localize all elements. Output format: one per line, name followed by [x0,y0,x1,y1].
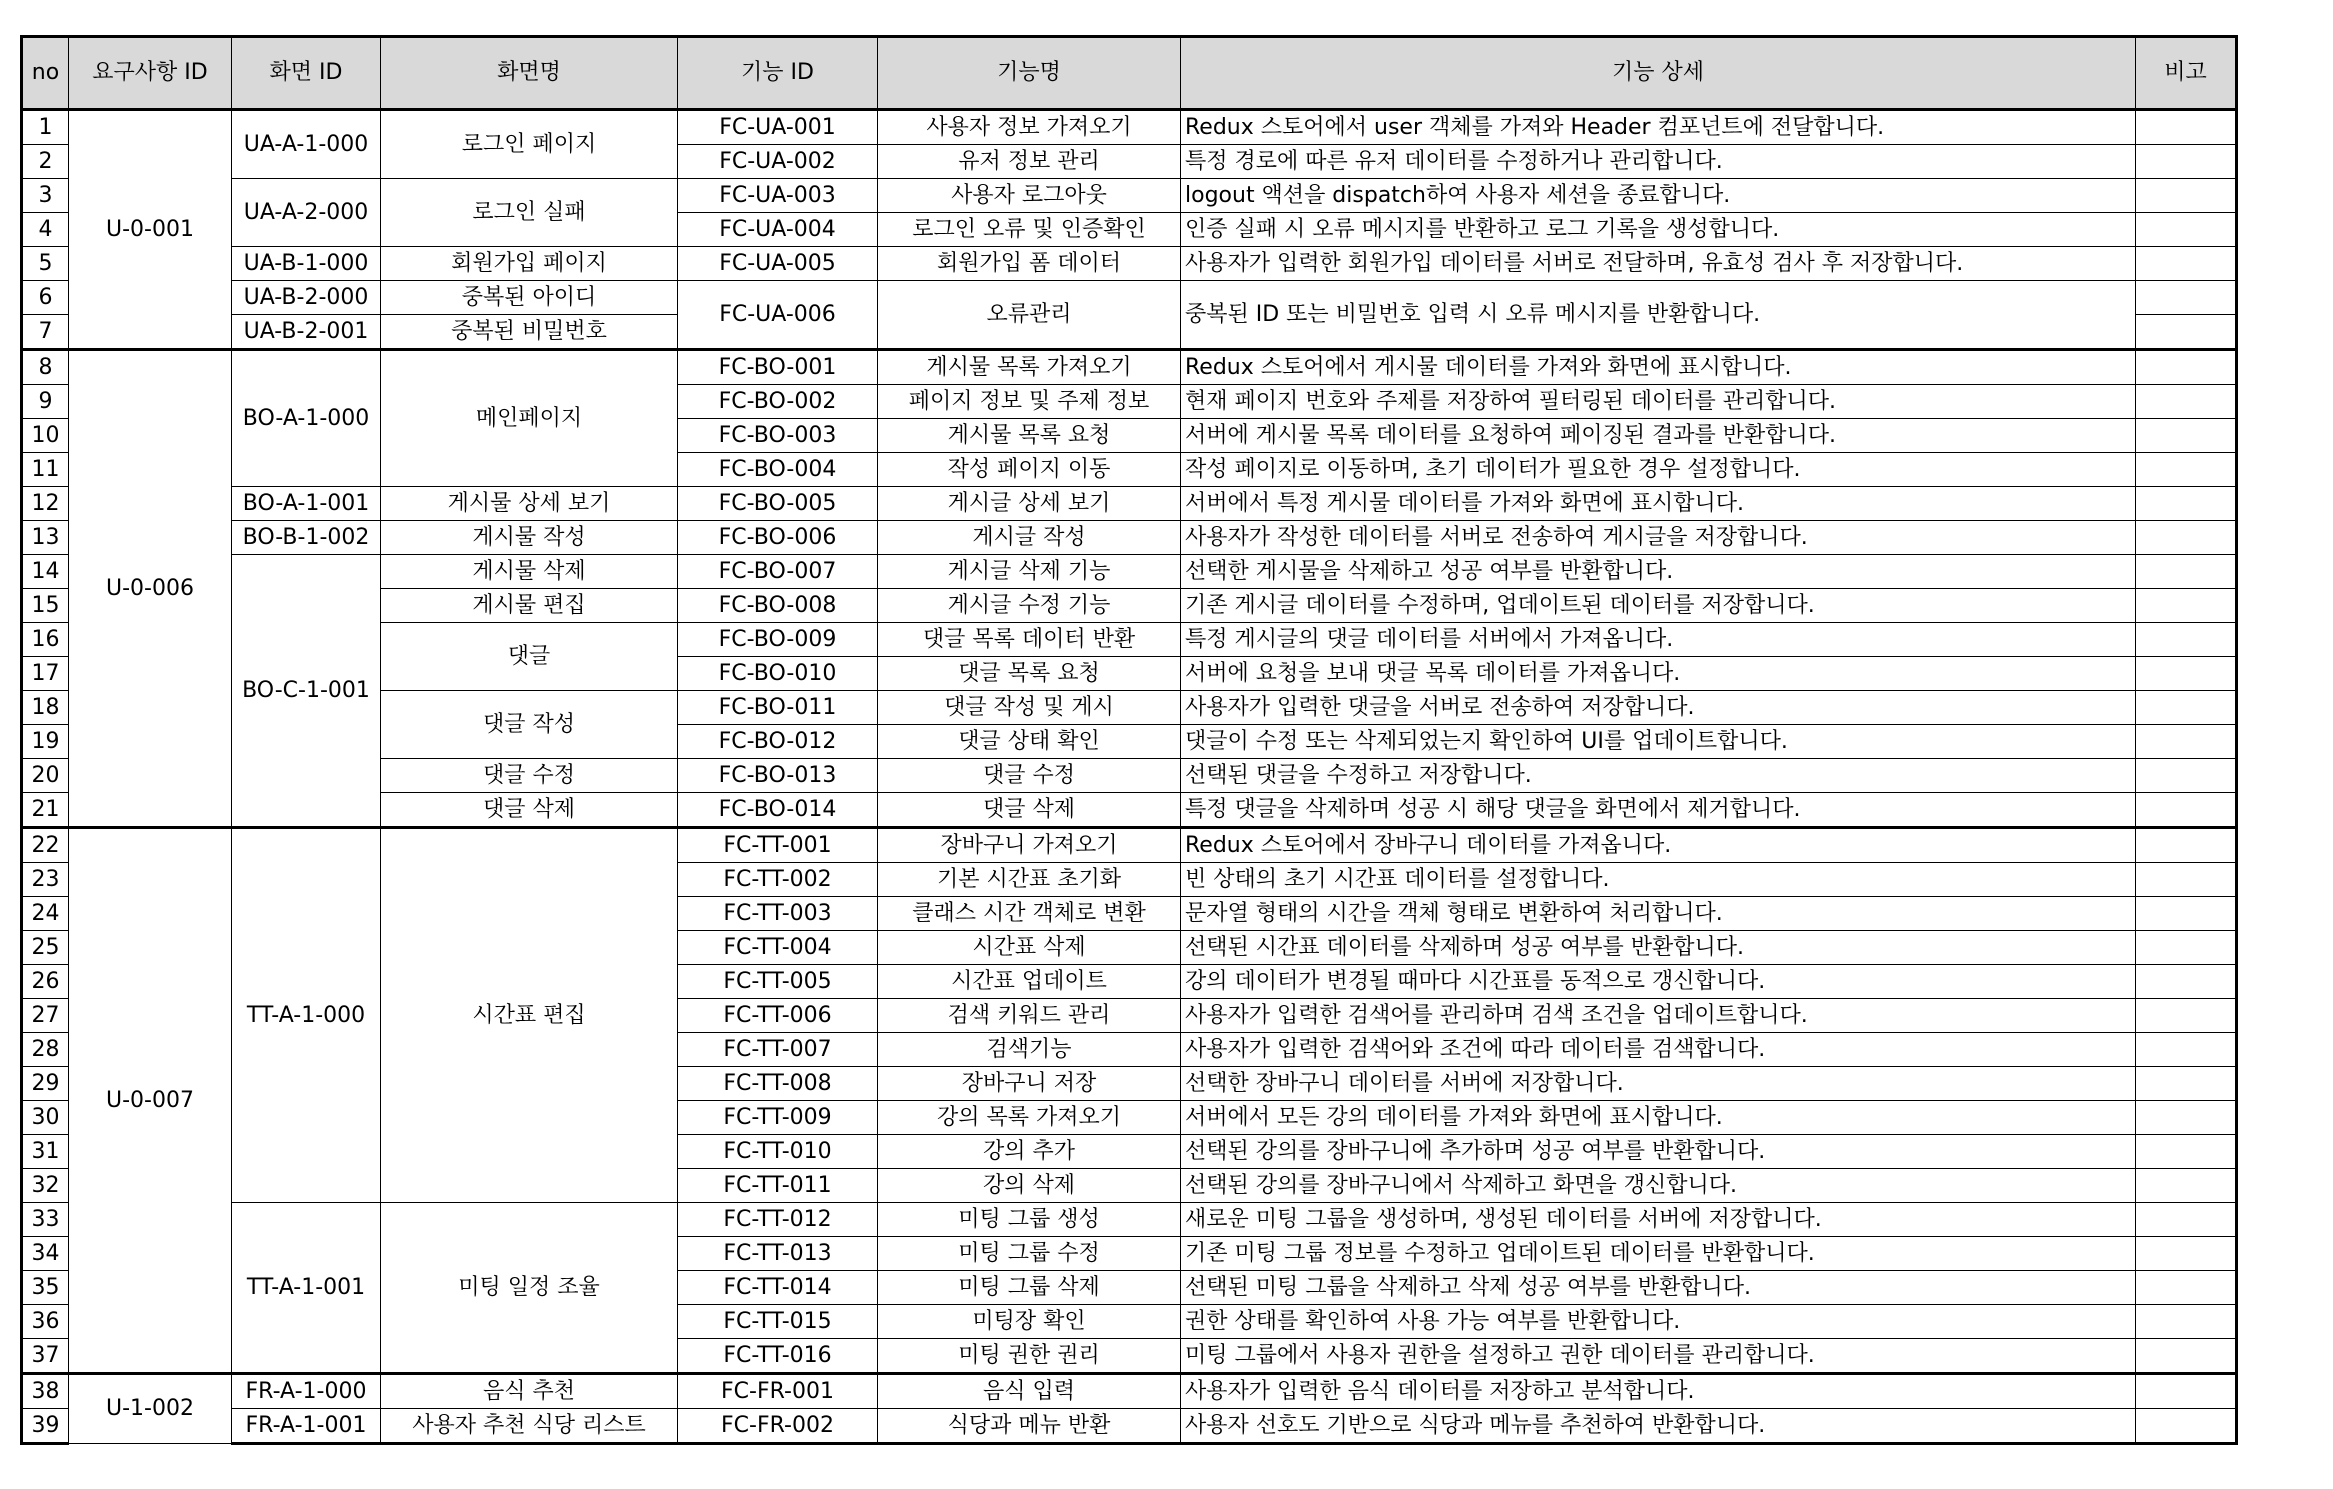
note-cell [2136,1135,2237,1169]
function-name: 음식 입력 [878,1374,1181,1409]
function-name: 미팅장 확인 [878,1305,1181,1339]
row-number: 13 [22,521,69,555]
function-detail: 서버에서 특정 게시물 데이터를 가져와 화면에 표시합니다. [1181,487,2136,521]
note-cell [2136,110,2237,145]
function-id: FC-BO-002 [678,385,878,419]
function-id: FC-UA-002 [678,145,878,179]
function-detail: 문자열 형태의 시간을 객체 형태로 변환하여 처리합니다. [1181,897,2136,931]
function-detail: 선택한 장바구니 데이터를 서버에 저장합니다. [1181,1067,2136,1101]
note-cell [2136,623,2237,657]
screen-id: BO-B-1-002 [232,521,381,555]
row-number: 8 [22,350,69,385]
row-number: 22 [22,828,69,863]
row-number: 31 [22,1135,69,1169]
function-name: 게시물 목록 요청 [878,419,1181,453]
function-name: 클래스 시간 객체로 변환 [878,897,1181,931]
note-cell [2136,793,2237,828]
row-number: 20 [22,759,69,793]
screen-name: 댓글 작성 [381,691,678,759]
screen-name: 게시물 편집 [381,589,678,623]
spec-sheet [20,35,2235,1465]
row-number: 25 [22,931,69,965]
function-id: FC-TT-012 [678,1203,878,1237]
function-name: 댓글 작성 및 게시 [878,691,1181,725]
function-id: FC-BO-014 [678,793,878,828]
function-detail: 사용자가 입력한 댓글을 서버로 전송하여 저장합니다. [1181,691,2136,725]
function-detail: logout 액션을 dispatch하여 사용자 세션을 종료합니다. [1181,179,2136,213]
note-cell [2136,1169,2237,1203]
function-name: 게시글 작성 [878,521,1181,555]
note-cell [2136,521,2237,555]
note-cell [2136,863,2237,897]
function-name: 미팅 그룹 수정 [878,1237,1181,1271]
requirement-id: U-0-006 [69,350,232,828]
header-note: 비고 [2136,37,2237,110]
screen-name: 댓글 [381,623,678,691]
screen-name: 시간표 편집 [381,828,678,1203]
screen-id: TT-A-1-001 [232,1203,381,1374]
function-id: FC-TT-003 [678,897,878,931]
row-number: 10 [22,419,69,453]
row-number: 34 [22,1237,69,1271]
note-cell [2136,999,2237,1033]
function-name: 게시글 수정 기능 [878,589,1181,623]
table-row [22,247,2237,281]
note-cell [2136,589,2237,623]
function-detail: 서버에서 모든 강의 데이터를 가져와 화면에 표시합니다. [1181,1101,2136,1135]
function-detail: 새로운 미팅 그룹을 생성하며, 생성된 데이터를 서버에 저장합니다. [1181,1203,2136,1237]
function-detail: 서버에 게시물 목록 데이터를 요청하여 페이징된 결과를 반환합니다. [1181,419,2136,453]
function-detail: 인증 실패 시 오류 메시지를 반환하고 로그 기록을 생성합니다. [1181,213,2136,247]
function-name: 댓글 목록 요청 [878,657,1181,691]
function-id: FC-UA-004 [678,213,878,247]
function-detail: 사용자가 작성한 데이터를 서버로 전송하여 게시글을 저장합니다. [1181,521,2136,555]
function-id: FC-TT-006 [678,999,878,1033]
function-detail: 특정 경로에 따른 유저 데이터를 수정하거나 관리합니다. [1181,145,2136,179]
screen-id: TT-A-1-000 [232,828,381,1203]
header-requirement-id: 요구사항 ID [69,37,232,110]
screen-name: 게시물 상세 보기 [381,487,678,521]
note-cell [2136,897,2237,931]
row-number: 1 [22,110,69,145]
function-detail: 선택된 강의를 장바구니에서 삭제하고 화면을 갱신합니다. [1181,1169,2136,1203]
function-id: FC-FR-001 [678,1374,878,1409]
row-number: 38 [22,1374,69,1409]
note-cell [2136,828,2237,863]
function-id: FC-BO-007 [678,555,878,589]
function-name: 장바구니 저장 [878,1067,1181,1101]
note-cell [2136,725,2237,759]
function-detail: 미팅 그룹에서 사용자 권한을 설정하고 권한 데이터를 관리합니다. [1181,1339,2136,1374]
function-detail: 서버에 요청을 보내 댓글 목록 데이터를 가져옵니다. [1181,657,2136,691]
note-cell [2136,453,2237,487]
function-name: 게시글 상세 보기 [878,487,1181,521]
function-id: FC-BO-003 [678,419,878,453]
note-cell [2136,1033,2237,1067]
screen-name: 중복된 비밀번호 [381,315,678,350]
row-number: 5 [22,247,69,281]
function-id: FC-BO-001 [678,350,878,385]
function-name: 회원가입 폼 데이터 [878,247,1181,281]
function-id: FC-FR-002 [678,1409,878,1444]
function-name: 식당과 메뉴 반환 [878,1409,1181,1444]
function-name: 강의 추가 [878,1135,1181,1169]
note-cell [2136,555,2237,589]
note-cell [2136,1067,2237,1101]
function-detail: 강의 데이터가 변경될 때마다 시간표를 동적으로 갱신합니다. [1181,965,2136,999]
function-id: FC-TT-002 [678,863,878,897]
function-id: FC-BO-013 [678,759,878,793]
function-id: FC-BO-004 [678,453,878,487]
table-row [22,487,2237,521]
function-name: 미팅 권한 권리 [878,1339,1181,1374]
function-id: FC-BO-006 [678,521,878,555]
note-cell [2136,487,2237,521]
function-name: 댓글 상태 확인 [878,725,1181,759]
function-id: FC-BO-010 [678,657,878,691]
note-cell [2136,213,2237,247]
function-id: FC-TT-016 [678,1339,878,1374]
note-cell [2136,1101,2237,1135]
note-cell [2136,1237,2237,1271]
screen-id: UA-A-1-000 [232,110,381,179]
row-number: 24 [22,897,69,931]
function-detail: Redux 스토어에서 게시물 데이터를 가져와 화면에 표시합니다. [1181,350,2136,385]
row-number: 36 [22,1305,69,1339]
screen-id: FR-A-1-000 [232,1374,381,1409]
function-id: FC-TT-005 [678,965,878,999]
function-id: FC-BO-012 [678,725,878,759]
note-cell [2136,691,2237,725]
row-number: 18 [22,691,69,725]
function-detail: 현재 페이지 번호와 주제를 저장하여 필터링된 데이터를 관리합니다. [1181,385,2136,419]
function-name: 시간표 업데이트 [878,965,1181,999]
function-name: 로그인 오류 및 인증확인 [878,213,1181,247]
note-cell [2136,385,2237,419]
function-name: 페이지 정보 및 주제 정보 [878,385,1181,419]
row-number: 4 [22,213,69,247]
row-number: 30 [22,1101,69,1135]
function-name: 게시물 목록 가져오기 [878,350,1181,385]
screen-id: BO-C-1-001 [232,555,381,828]
function-detail: 사용자가 입력한 검색어를 관리하며 검색 조건을 업데이트합니다. [1181,999,2136,1033]
screen-id: UA-A-2-000 [232,179,381,247]
screen-name: 회원가입 페이지 [381,247,678,281]
function-detail: 사용자가 입력한 검색어와 조건에 따라 데이터를 검색합니다. [1181,1033,2136,1067]
row-number: 14 [22,555,69,589]
function-name: 강의 삭제 [878,1169,1181,1203]
function-detail: 특정 게시글의 댓글 데이터를 서버에서 가져옵니다. [1181,623,2136,657]
function-detail: 기존 게시글 데이터를 수정하며, 업데이트된 데이터를 저장합니다. [1181,589,2136,623]
screen-id: UA-B-1-000 [232,247,381,281]
row-number: 11 [22,453,69,487]
screen-name: 음식 추천 [381,1374,678,1409]
function-id: FC-BO-011 [678,691,878,725]
function-detail: 선택된 미팅 그룹을 삭제하고 삭제 성공 여부를 반환합니다. [1181,1271,2136,1305]
note-cell [2136,1374,2237,1409]
function-name: 검색기능 [878,1033,1181,1067]
row-number: 32 [22,1169,69,1203]
screen-name: 미팅 일정 조율 [381,1203,678,1374]
note-cell [2136,1305,2237,1339]
function-detail: 권한 상태를 확인하여 사용 가능 여부를 반환합니다. [1181,1305,2136,1339]
note-cell [2136,1339,2237,1374]
function-detail: 선택된 강의를 장바구니에 추가하며 성공 여부를 반환합니다. [1181,1135,2136,1169]
table-row [22,1409,2237,1444]
row-number: 9 [22,385,69,419]
function-id: FC-TT-001 [678,828,878,863]
function-name: 기본 시간표 초기화 [878,863,1181,897]
function-name: 사용자 정보 가져오기 [878,110,1181,145]
table-row [22,828,2237,863]
function-id: FC-TT-008 [678,1067,878,1101]
screen-id: UA-B-2-001 [232,315,381,350]
function-id: FC-TT-014 [678,1271,878,1305]
function-id: FC-BO-005 [678,487,878,521]
row-number: 35 [22,1271,69,1305]
requirement-id: U-1-002 [69,1374,232,1444]
note-cell [2136,931,2237,965]
function-detail: 사용자가 입력한 음식 데이터를 저장하고 분석합니다. [1181,1374,2136,1409]
function-name: 사용자 로그아웃 [878,179,1181,213]
table-row [22,281,2237,315]
table-row [22,555,2237,589]
function-name: 게시글 삭제 기능 [878,555,1181,589]
table-row [22,521,2237,555]
row-number: 21 [22,793,69,828]
function-detail: 선택된 댓글을 수정하고 저장합니다. [1181,759,2136,793]
row-number: 26 [22,965,69,999]
function-detail: 사용자 선호도 기반으로 식당과 메뉴를 추천하여 반환합니다. [1181,1409,2136,1444]
function-detail: 댓글이 수정 또는 삭제되었는지 확인하여 UI를 업데이트합니다. [1181,725,2136,759]
row-number: 39 [22,1409,69,1444]
function-id: FC-UA-005 [678,247,878,281]
row-number: 19 [22,725,69,759]
function-detail: 특정 댓글을 삭제하며 성공 시 해당 댓글을 화면에서 제거합니다. [1181,793,2136,828]
table-body [22,110,2237,1444]
header-row [22,37,2237,110]
function-name: 유저 정보 관리 [878,145,1181,179]
table-row [22,1203,2237,1237]
header-no: no [22,37,69,110]
row-number: 6 [22,281,69,315]
screen-name: 댓글 수정 [381,759,678,793]
header-function-detail: 기능 상세 [1181,37,2136,110]
note-cell [2136,1271,2237,1305]
row-number: 27 [22,999,69,1033]
function-id: FC-UA-006 [678,281,878,350]
row-number: 12 [22,487,69,521]
screen-name: 중복된 아이디 [381,281,678,315]
function-detail: Redux 스토어에서 user 객체를 가져와 Header 컴포넌트에 전달합니다. [1181,110,2136,145]
function-name: 장바구니 가져오기 [878,828,1181,863]
note-cell [2136,759,2237,793]
function-detail: 빈 상태의 초기 시간표 데이터를 설정합니다. [1181,863,2136,897]
screen-name: 게시물 작성 [381,521,678,555]
header-function-id: 기능 ID [678,37,878,110]
row-number: 28 [22,1033,69,1067]
header-screen-name: 화면명 [381,37,678,110]
note-cell [2136,179,2237,213]
row-number: 37 [22,1339,69,1374]
function-id: FC-BO-008 [678,589,878,623]
function-name: 작성 페이지 이동 [878,453,1181,487]
note-cell [2136,247,2237,281]
screen-name: 로그인 실패 [381,179,678,247]
screen-name: 댓글 삭제 [381,793,678,828]
function-name: 검색 키워드 관리 [878,999,1181,1033]
screen-id: FR-A-1-001 [232,1409,381,1444]
function-name: 오류관리 [878,281,1181,350]
function-detail: 작성 페이지로 이동하며, 초기 데이터가 필요한 경우 설정합니다. [1181,453,2136,487]
note-cell [2136,1203,2237,1237]
header-screen-id: 화면 ID [232,37,381,110]
note-cell [2136,315,2237,350]
note-cell [2136,419,2237,453]
function-name: 댓글 삭제 [878,793,1181,828]
screen-name: 메인페이지 [381,350,678,487]
function-name: 시간표 삭제 [878,931,1181,965]
screen-name: 사용자 추천 식당 리스트 [381,1409,678,1444]
function-id: FC-TT-013 [678,1237,878,1271]
header-function-name: 기능명 [878,37,1181,110]
function-detail: 사용자가 입력한 회원가입 데이터를 서버로 전달하며, 유효성 검사 후 저장합니다. [1181,247,2136,281]
row-number: 17 [22,657,69,691]
note-cell [2136,965,2237,999]
function-id: FC-TT-009 [678,1101,878,1135]
note-cell [2136,350,2237,385]
requirement-id: U-0-007 [69,828,232,1374]
function-detail: 기존 미팅 그룹 정보를 수정하고 업데이트된 데이터를 반환합니다. [1181,1237,2136,1271]
requirements-table [20,35,2238,1445]
row-number: 7 [22,315,69,350]
function-id: FC-TT-015 [678,1305,878,1339]
function-detail: 선택된 시간표 데이터를 삭제하며 성공 여부를 반환합니다. [1181,931,2136,965]
note-cell [2136,1409,2237,1444]
function-detail: 선택한 게시물을 삭제하고 성공 여부를 반환합니다. [1181,555,2136,589]
table-row [22,350,2237,385]
function-id: FC-TT-010 [678,1135,878,1169]
function-id: FC-TT-011 [678,1169,878,1203]
function-id: FC-UA-001 [678,110,878,145]
function-name: 미팅 그룹 삭제 [878,1271,1181,1305]
row-number: 2 [22,145,69,179]
screen-id: UA-B-2-000 [232,281,381,315]
screen-name: 로그인 페이지 [381,110,678,179]
requirement-id: U-0-001 [69,110,232,350]
function-id: FC-BO-009 [678,623,878,657]
function-detail: Redux 스토어에서 장바구니 데이터를 가져옵니다. [1181,828,2136,863]
row-number: 15 [22,589,69,623]
table-row [22,1374,2237,1409]
function-detail: 중복된 ID 또는 비밀번호 입력 시 오류 메시지를 반환합니다. [1181,281,2136,350]
function-id: FC-TT-004 [678,931,878,965]
row-number: 16 [22,623,69,657]
note-cell [2136,145,2237,179]
function-name: 미팅 그룹 생성 [878,1203,1181,1237]
row-number: 3 [22,179,69,213]
function-name: 강의 목록 가져오기 [878,1101,1181,1135]
screen-id: BO-A-1-001 [232,487,381,521]
function-name: 댓글 수정 [878,759,1181,793]
function-name: 댓글 목록 데이터 반환 [878,623,1181,657]
note-cell [2136,657,2237,691]
screen-id: BO-A-1-000 [232,350,381,487]
note-cell [2136,281,2237,315]
row-number: 29 [22,1067,69,1101]
table-row [22,110,2237,145]
table-row [22,179,2237,213]
function-id: FC-TT-007 [678,1033,878,1067]
function-id: FC-UA-003 [678,179,878,213]
row-number: 23 [22,863,69,897]
row-number: 33 [22,1203,69,1237]
screen-name: 게시물 삭제 [381,555,678,589]
